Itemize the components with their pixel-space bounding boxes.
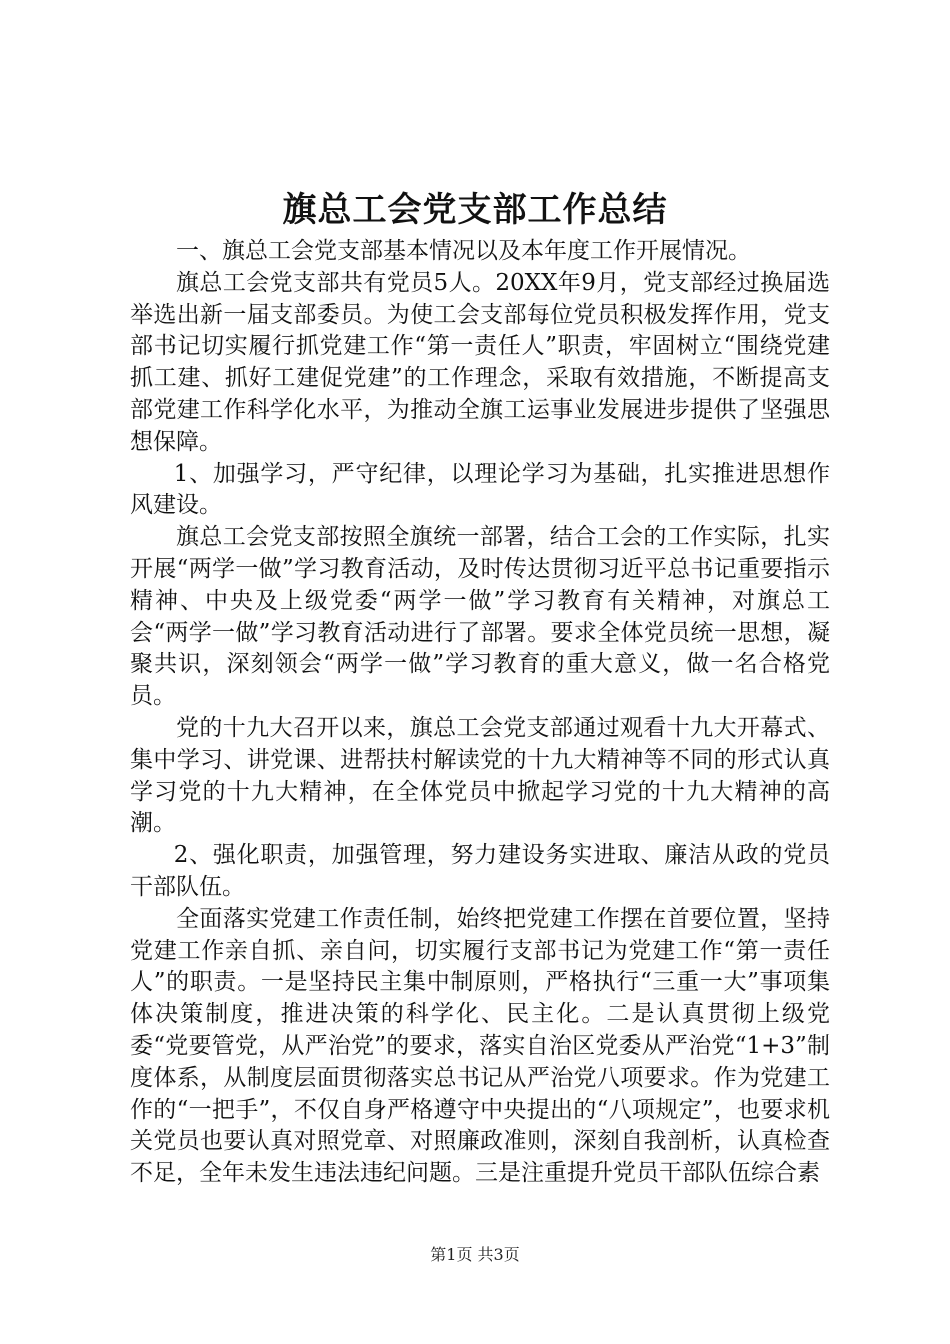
page-number-footer: 第1页 共3页 [430,1245,520,1264]
paragraph-overview: 旗总工会党支部共有党员5人。20XX年9月，党支部经过换届选举选出新一届支部委员。为使工会支部每位党员积极发挥作用，党支部书记切实履行抓党建工作“第一责任人”职责，牢固树立“围绕党建抓工建、抓好工建促党建”的工作理念，采取有效措施，不断提高支部党建工作科学化水平，为推动全旗工运事业发展进步提供了坚强思想保障。 [130,269,830,455]
document-title: 旗总工会党支部工作总结 [282,190,668,230]
subheading-study: 1、加强学习，严守纪律，以理论学习为基础，扎实推进思想作风建设。 [130,460,830,519]
paragraph-management: 全面落实党建工作责任制，始终把党建工作摆在首要位置，坚持党建工作亲自抓、亲自问，切实履行支部书记为党建工作“第一责任人”的职责。一是坚持民主集中制原则，严格执行“三重一大”事项集体决策制度，推进决策的科学化、民主化。二是认真贯彻上级党委“党要管党，从严治党”的要求，落实自治区党委从严治党“1+3”制度体系，从制度层面贯彻落实总书记从严治党八项要求。作为党建工作的“一把手”，不仅自身严格遵守中央提出的“八项规定”，也要求机关党员也要认真对照党章、对照廉政准则，深刻自我剖析，认真检查不足，全年未发生违法违纪问题。三是注重提升党员干部队伍综合素 [130,905,830,1187]
paragraph-study: 旗总工会党支部按照全旗统一部署，结合工会的工作实际，扎实开展“两学一做”学习教育活动，及时传达贯彻习近平总书记重要指示精神、中央及上级党委“两学一做”学习教育有关精神，对旗总工会“两学一做”学习教育活动进行了部署。要求全体党员统一思想，凝聚共识，深刻领会“两学一做”学习教育的重大意义，做一名合格党员。 [130,524,830,710]
document-body [130,236,830,1190]
subheading-management: 2、强化职责，加强管理，努力建设务实进取、廉洁从政的党员干部队伍。 [130,842,830,900]
paragraph-congress: 党的十九大召开以来，旗总工会党支部通过观看十九大开幕式、集中学习、讲党课、进帮扶村解读党的十九大精神等不同的形式认真学习党的十九大精神，在全体党员中掀起学习党的十九大精神的高潮。 [130,714,830,837]
section-heading-1: 一、旗总工会党支部基本情况以及本年度工作开展情况。 [176,238,751,264]
